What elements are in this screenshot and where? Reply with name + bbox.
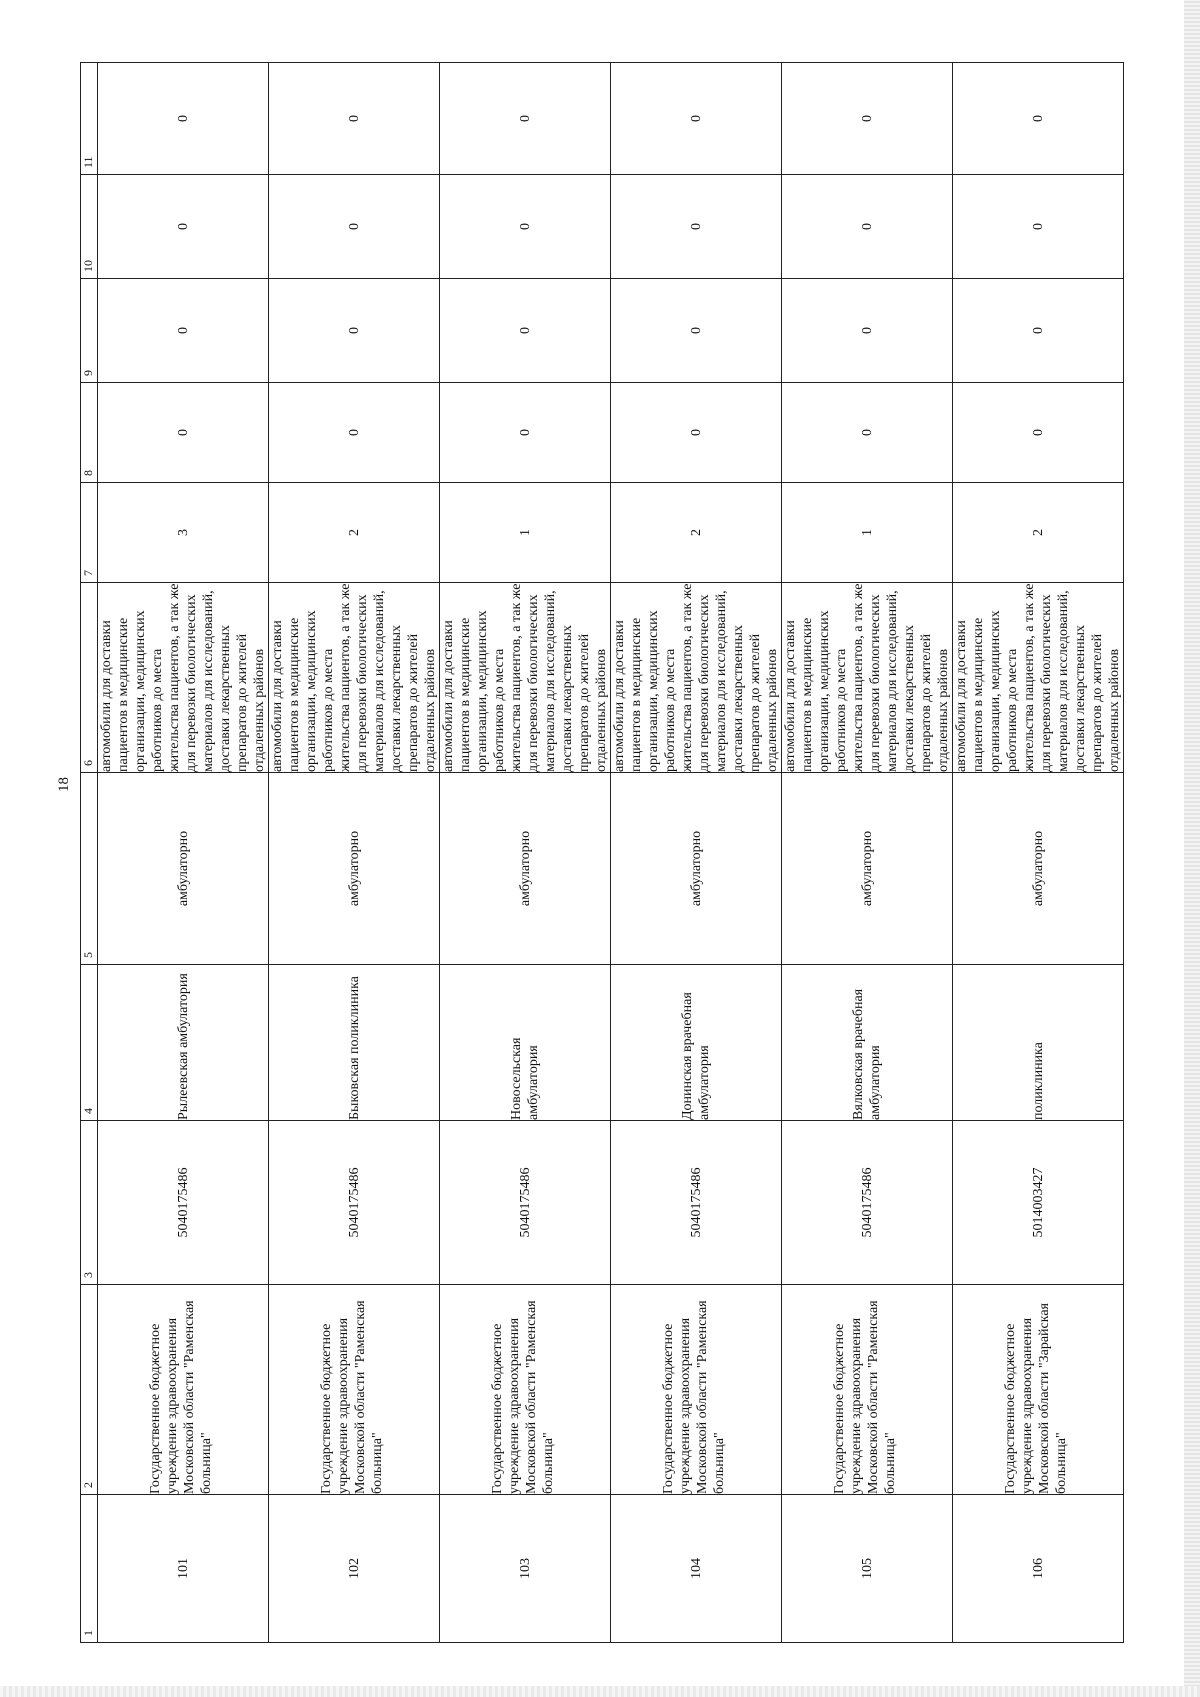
vehicle-count-text: 2 <box>1030 529 1046 536</box>
division-name-text: поликлиника <box>1030 1042 1046 1120</box>
row-number-text: 105 <box>859 1558 875 1579</box>
inn-text: 5040175486 <box>688 1167 704 1238</box>
value-cell-col10 <box>440 175 611 279</box>
organization-name-text: Государственное бюджетное учреждение здравоохранения Московской области "Раменская больница" <box>661 1300 727 1494</box>
organization-name-text: Государственное бюджетное учреждение здравоохранения Московской области "Зарайская больница" <box>1003 1303 1069 1494</box>
value-text-col8: 0 <box>346 429 362 436</box>
vehicle-count-text: 2 <box>346 529 362 536</box>
organization-name-text: Государственное бюджетное учреждение здравоохранения Московской области "Раменская больница" <box>490 1300 556 1494</box>
inn-text: 5014003427 <box>1030 1167 1046 1238</box>
table-row <box>98 63 269 1643</box>
care-form-text: амбулаторно <box>859 830 875 907</box>
vehicle-purpose-text: автомобили для доставки пациентов в медицинские организации, медицинских работников до места жительства пациентов, а так же для перевозки биологических материалов для исследований, доставки лекарственных препаратов до жителей отдаленных районов <box>441 583 609 772</box>
vehicle-count-cell <box>782 483 953 583</box>
organization-name-cell <box>269 1285 440 1495</box>
value-text-col8: 0 <box>517 429 533 436</box>
value-text-col9: 0 <box>346 327 362 334</box>
value-cell-col9 <box>440 279 611 383</box>
organization-name-cell <box>953 1285 1124 1495</box>
value-cell-col11 <box>440 63 611 175</box>
value-text-col8: 0 <box>859 429 875 436</box>
row-number-text: 101 <box>175 1558 191 1579</box>
vehicle-purpose-text: автомобили для доставки пациентов в медицинские организации, медицинских работников до места жительства пациентов, а так же для перевозки биологических материалов для исследований, доставки лекарственных препаратов до жителей отдаленных районов <box>612 583 780 772</box>
vehicle-purpose-text: автомобили для доставки пациентов в медицинские организации, медицинских работников до места жительства пациентов, а так же для перевозки биологических материалов для исследований, доставки лекарственных препаратов до жителей отдаленных районов <box>270 583 438 772</box>
vehicle-count-text: 3 <box>175 529 191 536</box>
value-cell-col9 <box>98 279 269 383</box>
care-form-cell <box>611 773 782 965</box>
table-row <box>440 63 611 1643</box>
value-text-col10: 0 <box>688 223 704 230</box>
row-number-cell <box>269 1495 440 1643</box>
row-number-text: 103 <box>517 1558 533 1579</box>
value-text-col11: 0 <box>1030 115 1046 122</box>
value-text-col11: 0 <box>175 115 191 122</box>
value-text-col11: 0 <box>517 115 533 122</box>
column-number: 11 <box>81 63 98 175</box>
row-number-cell <box>953 1495 1124 1643</box>
value-text-col10: 0 <box>517 223 533 230</box>
value-cell-col11 <box>98 63 269 175</box>
value-text-col8: 0 <box>688 429 704 436</box>
value-cell-col10 <box>782 175 953 279</box>
value-cell-col10 <box>269 175 440 279</box>
column-number: 4 <box>81 965 98 1121</box>
value-text-col9: 0 <box>175 327 191 334</box>
column-number: 5 <box>81 773 98 965</box>
column-number: 2 <box>81 1285 98 1495</box>
vehicle-purpose-text: автомобили для доставки пациентов в медицинские организации, медицинских работников до места жительства пациентов, а так же для перевозки биологических материалов для исследований, доставки лекарственных препаратов до жителей отдаленных районов <box>954 583 1122 772</box>
inn-cell <box>269 1121 440 1285</box>
care-form-cell <box>98 773 269 965</box>
table-row <box>611 63 782 1643</box>
value-text-col9: 0 <box>517 327 533 334</box>
division-name-cell <box>269 965 440 1121</box>
vehicle-purpose-cell <box>440 583 611 773</box>
value-cell-col9 <box>953 279 1124 383</box>
scan-edge <box>1184 0 1200 1697</box>
column-number: 8 <box>81 383 98 483</box>
organization-name-text: Государственное бюджетное учреждение здравоохранения Московской области "Раменская больница" <box>319 1300 385 1494</box>
organization-name-cell <box>98 1285 269 1495</box>
division-name-cell <box>440 965 611 1121</box>
organization-name-cell <box>782 1285 953 1495</box>
inn-text: 5040175486 <box>517 1167 533 1238</box>
rotated-table-sheet <box>80 63 1122 1643</box>
vehicle-count-cell <box>611 483 782 583</box>
vehicle-count-text: 1 <box>517 529 533 536</box>
row-number-text: 102 <box>346 1558 362 1579</box>
inn-cell <box>440 1121 611 1285</box>
inn-text: 5040175486 <box>346 1167 362 1238</box>
row-number-cell <box>782 1495 953 1643</box>
division-name-cell <box>611 965 782 1121</box>
value-cell-col8 <box>611 383 782 483</box>
column-number-row <box>81 63 98 1643</box>
value-cell-col11 <box>269 63 440 175</box>
vehicle-purpose-cell <box>98 583 269 773</box>
division-name-text: Рылеевская амбулатория <box>175 973 191 1120</box>
care-form-text: амбулаторно <box>175 830 191 907</box>
vehicles-table <box>80 62 1124 1643</box>
care-form-text: амбулаторно <box>1030 830 1046 907</box>
page-number: 18 <box>56 777 72 792</box>
column-number: 9 <box>81 279 98 383</box>
value-cell-col9 <box>611 279 782 383</box>
value-cell-col10 <box>611 175 782 279</box>
vehicle-count-text: 2 <box>688 529 704 536</box>
row-number-text: 104 <box>688 1558 704 1579</box>
inn-text: 5040175486 <box>859 1167 875 1238</box>
column-number: 7 <box>81 483 98 583</box>
vehicle-purpose-text: автомобили для доставки пациентов в медицинские организации, медицинских работников до места жительства пациентов, а так же для перевозки биологических материалов для исследований, доставки лекарственных препаратов до жителей отдаленных районов <box>783 583 951 772</box>
care-form-text: амбулаторно <box>688 830 704 907</box>
row-number-text: 106 <box>1030 1558 1046 1579</box>
value-cell-col8 <box>440 383 611 483</box>
value-cell-col11 <box>782 63 953 175</box>
column-number: 10 <box>81 175 98 279</box>
value-cell-col8 <box>782 383 953 483</box>
care-form-cell <box>440 773 611 965</box>
inn-cell <box>98 1121 269 1285</box>
vehicle-count-cell <box>269 483 440 583</box>
vehicle-purpose-cell <box>953 583 1124 773</box>
inn-text: 5040175486 <box>175 1167 191 1238</box>
value-cell-col11 <box>953 63 1124 175</box>
value-cell-col8 <box>269 383 440 483</box>
organization-name-cell <box>440 1285 611 1495</box>
inn-cell <box>611 1121 782 1285</box>
table-row <box>782 63 953 1643</box>
vehicle-purpose-text: автомобили для доставки пациентов в медицинские организации, медицинских работников до места жительства пациентов, а так же для перевозки биологических материалов для исследований, доставки лекарственных препаратов до жителей отдаленных районов <box>99 583 267 772</box>
inn-cell <box>782 1121 953 1285</box>
value-cell-col8 <box>953 383 1124 483</box>
value-text-col11: 0 <box>859 115 875 122</box>
division-name-text: Вялковская врачебная амбулатория <box>851 988 883 1120</box>
division-name-cell <box>782 965 953 1121</box>
value-text-col8: 0 <box>1030 429 1046 436</box>
vehicle-count-cell <box>953 483 1124 583</box>
care-form-cell <box>269 773 440 965</box>
vehicle-purpose-cell <box>269 583 440 773</box>
value-text-col9: 0 <box>688 327 704 334</box>
value-cell-col10 <box>953 175 1124 279</box>
value-text-col10: 0 <box>175 223 191 230</box>
care-form-text: амбулаторно <box>346 830 362 907</box>
value-text-col11: 0 <box>346 115 362 122</box>
vehicle-count-text: 1 <box>859 529 875 536</box>
value-text-col9: 0 <box>859 327 875 334</box>
value-text-col10: 0 <box>859 223 875 230</box>
table-row <box>269 63 440 1643</box>
scan-bottom-edge <box>0 1686 1200 1697</box>
value-cell-col9 <box>782 279 953 383</box>
care-form-cell <box>782 773 953 965</box>
value-cell-col8 <box>98 383 269 483</box>
organization-name-text: Государственное бюджетное учреждение здравоохранения Московской области "Раменская больница" <box>148 1300 214 1494</box>
column-number: 1 <box>81 1495 98 1643</box>
division-name-cell <box>953 965 1124 1121</box>
value-text-col8: 0 <box>175 429 191 436</box>
vehicle-purpose-cell <box>611 583 782 773</box>
value-text-col10: 0 <box>346 223 362 230</box>
row-number-cell <box>611 1495 782 1643</box>
column-number: 6 <box>81 583 98 773</box>
row-number-cell <box>440 1495 611 1643</box>
division-name-cell <box>98 965 269 1121</box>
organization-name-text: Государственное бюджетное учреждение здравоохранения Московской области "Раменская больница" <box>832 1300 898 1494</box>
table-row <box>953 63 1124 1643</box>
value-cell-col11 <box>611 63 782 175</box>
division-name-text: Новосельская амбулатория <box>509 1037 541 1120</box>
division-name-text: Быковская поликлиника <box>346 976 362 1120</box>
row-number-cell <box>98 1495 269 1643</box>
division-name-text: Донинская врачебная амбулатория <box>680 992 712 1120</box>
vehicle-count-cell <box>98 483 269 583</box>
care-form-text: амбулаторно <box>517 830 533 907</box>
value-text-col10: 0 <box>1030 223 1046 230</box>
value-text-col9: 0 <box>1030 327 1046 334</box>
column-number: 3 <box>81 1121 98 1285</box>
organization-name-cell <box>611 1285 782 1495</box>
care-form-cell <box>953 773 1124 965</box>
vehicle-purpose-cell <box>782 583 953 773</box>
vehicle-count-cell <box>440 483 611 583</box>
value-cell-col10 <box>98 175 269 279</box>
value-text-col11: 0 <box>688 115 704 122</box>
inn-cell <box>953 1121 1124 1285</box>
value-cell-col9 <box>269 279 440 383</box>
